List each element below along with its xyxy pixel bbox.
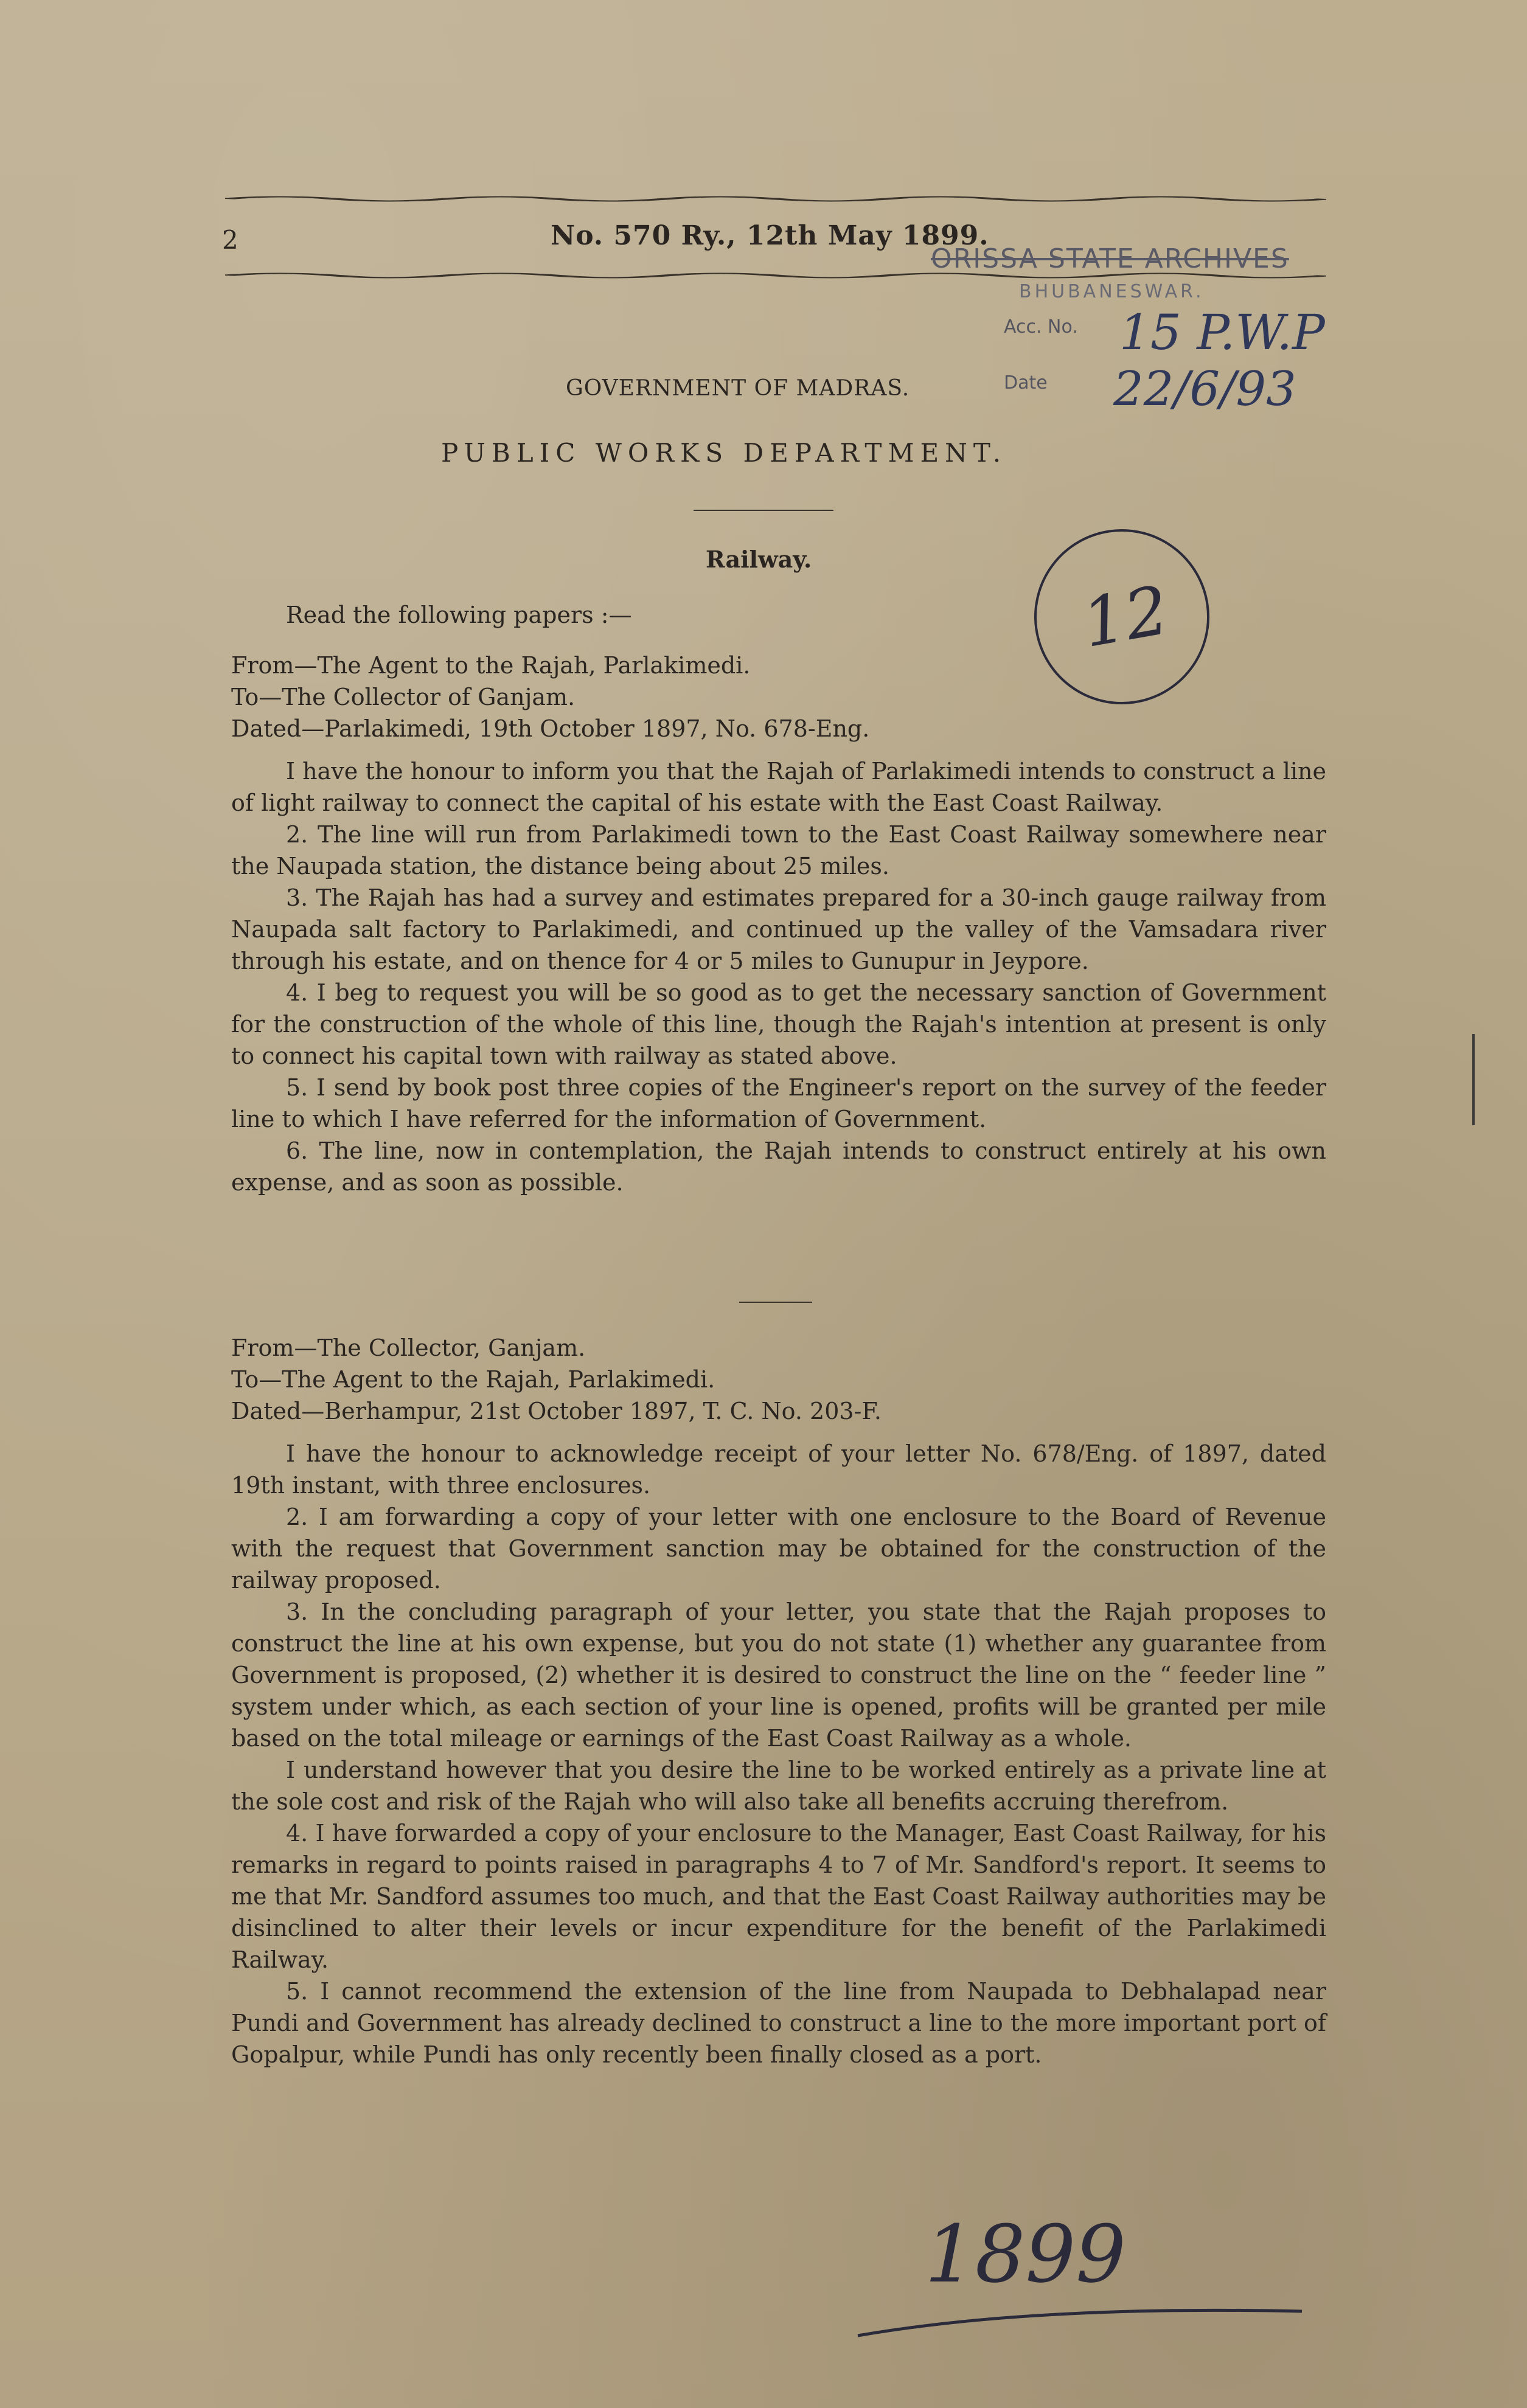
letter-1-from: From—The Agent to the Rajah, Parlakimedi.: [231, 652, 751, 679]
page-number: 2: [222, 225, 238, 255]
letter-2: [231, 1332, 1326, 2070]
letter-2-paragraph: I have the honour to acknowledge receipt of your letter No. 678/Eng. of 1897, dated 19th instant, with three enclosures.: [231, 1440, 1326, 1499]
letter-1-paragraph: I have the honour to inform you that the Rajah of Parlakimedi intends to construct a line of light railway to connect the capital of his estate with the East Coast Railway.: [231, 758, 1326, 816]
date-label: Date: [1004, 372, 1048, 394]
letter-2-from: From—The Collector, Ganjam.: [231, 1334, 586, 1361]
letter-2-paragraph: 2. I am forwarding a copy of your letter with one enclosure to the Board of Revenue with the request that Government sanction may be obtained for the construction of the railway proposed.: [231, 1504, 1326, 1594]
letter-divider: [739, 1302, 812, 1303]
letter-1-to: To—The Collector of Ganjam.: [231, 684, 576, 710]
letter-2-paragraph: 5. I cannot recommend the extension of the line from Naupada to Debhalapad near Pundi and Government has already declined to construct a line to the more important port of Gopalpur, while Pundi has only recently been finally closed as a port.: [231, 1978, 1326, 2068]
handwritten-underline: [852, 2287, 1314, 2360]
letter-1-paragraph: 5. I send by book post three copies of the Engineer's report on the survey of the feeder line to which I have referred for the information of Government.: [231, 1074, 1326, 1133]
letter-1-paragraph: 3. The Rajah has had a survey and estimates prepared for a 30-inch gauge railway from Naupada salt factory to Parlakimedi, and continued up the valley of the Vamsadara river through his estate, and on thence for 4 or 5 miles to Gunupur in Jeypore.: [231, 884, 1326, 974]
letter-1: [231, 650, 1326, 1198]
archive-stamp: ORISSA STATE ARCHIVES: [931, 243, 1289, 274]
archive-stamp-city: BHUBANESWAR.: [1019, 281, 1205, 302]
government-title: GOVERNMENT OF MADRAS.: [566, 376, 910, 401]
letter-1-paragraph: 2. The line will run from Parlakimedi town to the East Coast Railway somewhere near the Naupada station, the distance being about 25 miles.: [231, 821, 1326, 880]
subject-heading: Railway.: [706, 546, 812, 573]
department-title: PUBLIC WORKS DEPARTMENT.: [441, 438, 1007, 468]
margin-bracket-mark: [1472, 1034, 1475, 1125]
handwritten-date: 22/6/93: [1113, 362, 1296, 417]
letter-2-dated: Dated—Berhampur, 21st October 1897, T. C. No. 203-F.: [231, 1398, 882, 1424]
letter-1-dated: Dated—Parlakimedi, 19th October 1897, No. 678-Eng.: [231, 715, 870, 742]
top-wavy-rule: [225, 195, 1326, 203]
handwritten-year: 1899: [925, 2208, 1126, 2300]
intro-block: [231, 599, 1326, 631]
letter-2-to: To—The Agent to the Rajah, Parlakimedi.: [231, 1366, 715, 1393]
reference-line: No. 570 Ry., 12th May 1899.: [551, 220, 989, 251]
intro-text: Read the following papers :—: [286, 602, 632, 628]
letter-2-paragraph: 3. In the concluding paragraph of your letter, you state that the Rajah proposes to construct the line at his own expense, but you do not state (1) whether any guarantee from Government is proposed, (2) whether it is desired to construct the line on the “ feeder line ” system under which, as each section of your line is opened, profits will be granted per mile based on the total mileage or earnings of the East Coast Railway as a whole.: [231, 1598, 1326, 1752]
handwritten-acc-number: 15 P.W.P: [1119, 304, 1325, 361]
letter-2-paragraph: 4. I have forwarded a copy of your enclosure to the Manager, East Coast Railway, for his remarks in regard to points raised in paragraphs 4 to 7 of Mr. Sandford's report. It seems to me that Mr. Sandford assumes too much, and that the East Coast Railway authorities may be disinclined to alter their levels or incur expenditure for the benefit of the Parlakimedi Railway.: [231, 1820, 1326, 1973]
letter-1-paragraph: 4. I beg to request you will be so good as to get the necessary sanction of Government for the construction of the whole of this line, though the Rajah's intention at present is only to connect his capital town with railway as stated above.: [231, 979, 1326, 1069]
letter-2-paragraph: I understand however that you desire the line to be worked entirely as a private line at the sole cost and risk of the Rajah who will also take all benefits accruing therefrom.: [231, 1757, 1326, 1815]
letter-1-paragraph: 6. The line, now in contemplation, the Rajah intends to construct entirely at his own expense, and as soon as possible.: [231, 1137, 1326, 1196]
circled-number: 12: [1076, 571, 1175, 663]
title-divider: [694, 510, 833, 511]
acc-label: Acc. No.: [1004, 316, 1078, 338]
